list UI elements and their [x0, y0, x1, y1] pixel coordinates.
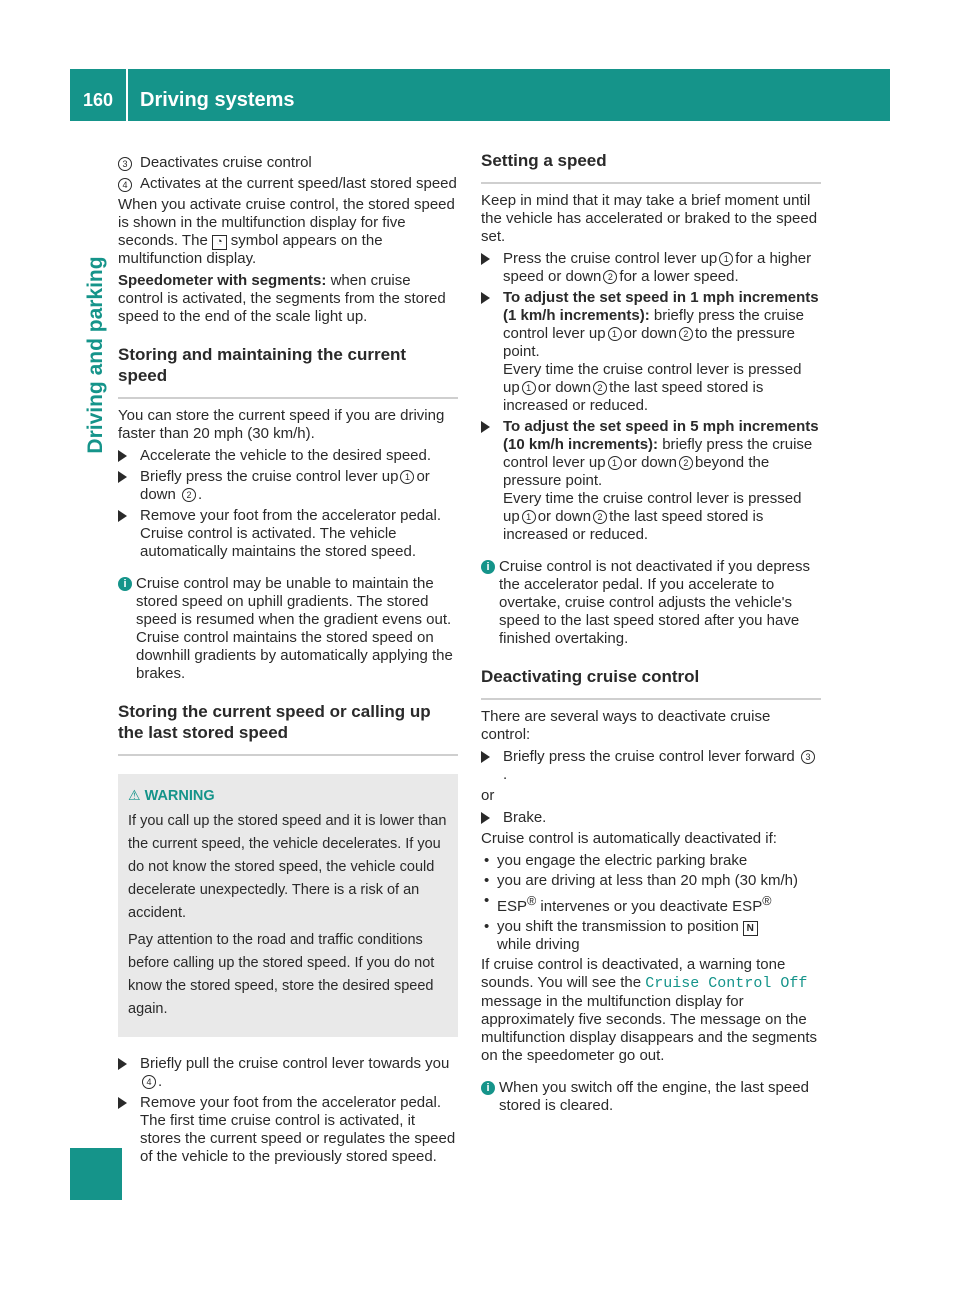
info-note: i Cruise control is not deactivated if you depress the accelerator pedal. If you accelerate to overtake, cruise control adjusts the vehicle's speed to the last speed stored after you have finished overtaking. — [481, 558, 821, 648]
header-divider — [126, 69, 128, 121]
step-arrow-icon — [118, 450, 127, 462]
number-1-icon: 1 — [608, 456, 622, 470]
number-2-icon: 2 — [593, 510, 607, 524]
step: Remove your foot from the accelerator pedal. The first time cruise control is activated, it stores the current speed or regulates the speed of the vehicle to the previously stored speed. — [118, 1094, 458, 1166]
side-tab-marker — [70, 1148, 122, 1200]
step-arrow-icon — [481, 253, 490, 265]
number-1-icon: 1 — [522, 381, 536, 395]
paragraph: You can store the current speed if you are driving faster than 20 mph (30 km/h). — [118, 407, 445, 442]
step-arrow-icon — [118, 510, 127, 522]
heading-deactivating: Deactivating cruise control — [481, 666, 821, 700]
number-1-icon: 1 — [400, 470, 414, 484]
bullet-item: • ESP® intervenes or you deactivate ESP® — [481, 892, 821, 916]
page-number: 160 — [83, 90, 114, 110]
number-2-icon: 2 — [593, 381, 607, 395]
number-1-icon: 1 — [719, 252, 733, 266]
step-arrow-icon — [481, 751, 490, 763]
step: Briefly pull the cruise control lever towards you 4 . — [118, 1055, 458, 1091]
right-column — [481, 150, 821, 1131]
warning-text: Pay attention to the road and traffic conditions before calling up the stored speed. If you do not know the stored speed, store the desired speed again. — [128, 932, 435, 1017]
bullet-item: • you engage the electric parking brake — [481, 852, 821, 870]
info-icon: i — [118, 577, 132, 591]
paragraph: Cruise control is automatically deactivated if: — [481, 830, 777, 847]
step-arrow-icon — [481, 421, 490, 433]
paragraph: Keep in mind that it may take a brief moment until the vehicle has accelerated or braked to the speed set. — [481, 192, 818, 245]
gear-n-icon: N — [743, 921, 758, 936]
step-arrow-icon — [481, 292, 490, 304]
side-tab-label: Driving and parking — [84, 256, 107, 454]
display-message: Cruise Control Off — [645, 975, 808, 992]
step: Remove your foot from the accelerator pedal. Cruise control is activated. The vehicle automatically maintains the stored speed. — [118, 507, 458, 561]
paragraph: There are several ways to deactivate cruise control: — [481, 708, 771, 743]
number-1-icon: 1 — [522, 510, 536, 524]
number-3-icon: 3 — [801, 750, 815, 764]
cruise-control-icon: ◔ — [212, 235, 227, 250]
number-2-icon: 2 — [679, 456, 693, 470]
warning-text: If you call up the stored speed and it is lower than the current speed, the vehicle decelerates. If you do not know the stored speed, the vehicle could decelerate unexpectedly. There is a risk of an accident. — [128, 813, 447, 921]
warning-triangle-icon: ⚠ — [128, 787, 141, 803]
number-1-icon: 1 — [608, 327, 622, 341]
step-arrow-icon — [118, 471, 127, 483]
step: To adjust the set speed in 1 mph increments (1 km/h increments): briefly press the cruise control lever up 1 or down 2 to the pressure point. Every time the cruise control lever is pressed up 1 or down 2 the last speed stored is increased or reduced. — [481, 289, 821, 415]
step: Accelerate the vehicle to the desired speed. — [118, 447, 458, 465]
number-2-icon: 2 — [182, 488, 196, 502]
paragraph: When you activate cruise control, the stored speed is shown in the multifunction display for five seconds. The ◔ symbol appears on the multifunction display. — [118, 196, 455, 267]
info-icon: i — [481, 1081, 495, 1095]
step: Briefly press the cruise control lever up 1 or down 2 . — [118, 468, 458, 504]
section-title: Driving systems — [140, 89, 295, 111]
info-note: i Cruise control may be unable to maintain the stored speed on uphill gradients. The stored speed is resumed when the gradient evens out. Cruise control maintains the stored speed on downhill gradients by automatically applying the brakes. — [118, 575, 458, 683]
numbered-item: 4 Activates at the current speed/last stored speed — [118, 175, 458, 193]
numbered-item: 3 Deactivates cruise control — [118, 154, 458, 172]
bullet-item: • you shift the transmission to position N while driving — [481, 918, 821, 954]
warning-box — [118, 774, 458, 1037]
left-column — [118, 154, 458, 1169]
number-4-icon: 4 — [142, 1075, 156, 1089]
step-arrow-icon — [481, 812, 490, 824]
warning-title: ⚠ WARNING — [128, 787, 215, 804]
step: Brake. — [481, 809, 821, 827]
step: Press the cruise control lever up 1 for a higher speed or down 2 for a lower speed. — [481, 250, 821, 286]
number-2-icon: 2 — [679, 327, 693, 341]
step: Briefly press the cruise control lever forward 3. — [481, 748, 821, 784]
step-arrow-icon — [118, 1097, 127, 1109]
number-4-icon: 4 — [118, 178, 132, 192]
heading-storing: Storing and maintaining the current speed — [118, 344, 458, 399]
heading-setting-speed: Setting a speed — [481, 150, 821, 184]
step: To adjust the set speed in 5 mph increments (10 km/h increments): briefly press the cruise control lever up 1 or down 2 beyond the pressure point. Every time the cruise control lever is pressed up 1 or down 2 the last speed stored is increased or reduced. — [481, 418, 821, 544]
or-label: or — [481, 787, 495, 804]
paragraph: Speedometer with segments: when cruise control is activated, the segments from the stored speed to the end of the scale light up. — [118, 272, 446, 325]
info-note: i When you switch off the engine, the last speed stored is cleared. — [481, 1079, 821, 1115]
bullet-item: • you are driving at less than 20 mph (30 km/h) — [481, 872, 821, 890]
number-2-icon: 2 — [603, 270, 617, 284]
info-icon: i — [481, 560, 495, 574]
step-arrow-icon — [118, 1058, 127, 1070]
heading-calling-up: Storing the current speed or calling up the last stored speed — [118, 701, 458, 756]
number-3-icon: 3 — [118, 157, 132, 171]
paragraph: If cruise control is deactivated, a warning tone sounds. You will see the Cruise Control Off message in the multifunction display for approximately five seconds. The message on the multifunction display disappears and the segments on the speedometer go out. — [481, 956, 818, 1064]
